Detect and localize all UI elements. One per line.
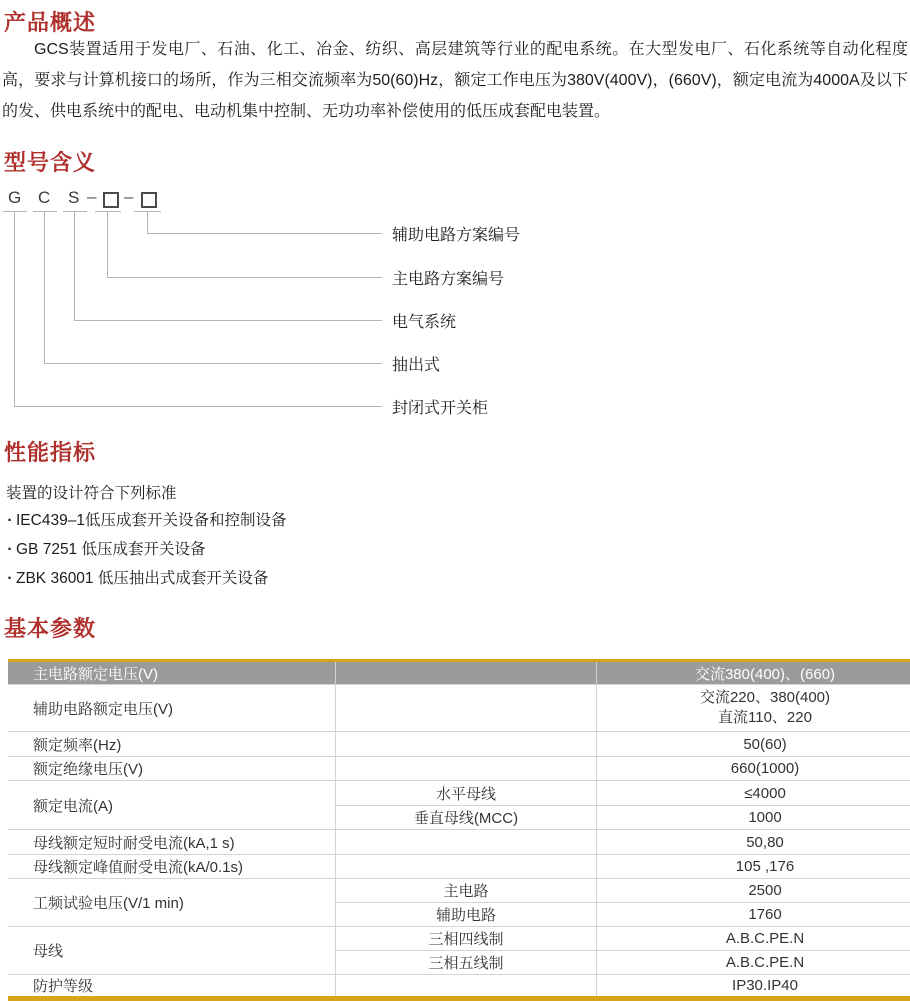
connector-line (44, 363, 382, 364)
param-sub (336, 757, 597, 781)
standard-text: ZBK 36001 低压抽出式成套开关设备 (16, 570, 268, 587)
param-sub: 垂直母线(MCC) (336, 806, 597, 830)
param-label: 工频试验电压(V/1 min) (8, 879, 336, 927)
model-label-aux-scheme: 辅助电路方案编号 (392, 222, 520, 245)
model-code-letter-c: C (38, 188, 50, 208)
underline-tick (63, 211, 87, 212)
table-row-aux-voltage (8, 685, 910, 732)
connector-line (74, 320, 382, 321)
overview-paragraph: GCS装置适用于发电厂、石油、化工、冶金、纺织、高层建筑等行业的配电系统。在大型发电厂、石化系统等自动化程度高，要求与计算机接口的场所，作为三相交流频率为50(60)Hz，额定工作电压为380V(400V)，(660V)，额定电流为4000A及以下的发、供电系统中的配电、电动机集中控制、无功功率补偿使用的低压成套配电装置。 (2, 34, 908, 127)
param-sub (336, 732, 597, 757)
model-designation-diagram (2, 185, 762, 433)
table-row-short-withstand (8, 830, 910, 855)
param-label: 额定电流(A) (8, 781, 336, 830)
param-value: A.B.C.PE.N (597, 951, 910, 975)
model-label-drawout: 抽出式 (392, 352, 440, 375)
underline-tick (95, 211, 121, 212)
connector-line (107, 277, 382, 278)
model-code-letter-g: G (8, 188, 21, 208)
model-blank-box-aux (141, 192, 157, 208)
model-code-dash: – (124, 187, 133, 207)
param-sub: 三相五线制 (336, 951, 597, 975)
bullet-marker: · (4, 506, 16, 535)
param-sub (336, 855, 597, 879)
standard-text: IEC439–1低压成套开关设备和控制设备 (16, 512, 286, 529)
param-label: 母线额定短时耐受电流(kA,1 s) (8, 830, 336, 855)
param-label: 主电路额定电压(V) (8, 661, 336, 685)
param-label: 防护等级 (8, 975, 336, 999)
table-row-insulation-voltage (8, 757, 910, 781)
model-blank-box-main (103, 192, 119, 208)
param-value: 1000 (597, 806, 910, 830)
parameters-heading: 基本参数 (4, 612, 96, 643)
standard-item (4, 535, 286, 564)
connector-line (14, 406, 382, 407)
param-label: 额定频率(Hz) (8, 732, 336, 757)
connector-line (14, 212, 15, 406)
standards-list (4, 506, 286, 593)
param-sub (336, 975, 597, 999)
table-row-power-freq-test (8, 879, 910, 903)
param-sub (336, 830, 597, 855)
standard-text: GB 7251 低压成套开关设备 (16, 541, 206, 558)
underline-tick (3, 211, 27, 212)
model-label-main-scheme: 主电路方案编号 (392, 266, 504, 289)
param-label: 母线额定峰值耐受电流(kA/0.1s) (8, 855, 336, 879)
model-code-letter-s: S (68, 188, 79, 208)
param-label: 额定绝缘电压(V) (8, 757, 336, 781)
param-sub: 主电路 (336, 879, 597, 903)
connector-line (44, 212, 45, 363)
table-row-main-voltage (8, 661, 910, 685)
overview-heading: 产品概述 (4, 6, 96, 37)
param-value: ≤4000 (597, 781, 910, 806)
param-value-line: 交流220、380(400) (597, 688, 910, 708)
connector-line (147, 233, 382, 234)
param-value: IP30.IP40 (597, 975, 910, 999)
connector-line (74, 212, 75, 320)
param-sub (336, 661, 597, 685)
performance-heading: 性能指标 (4, 436, 96, 467)
param-sub (336, 685, 597, 732)
connector-line (107, 212, 108, 277)
bullet-marker: · (4, 535, 16, 564)
param-sub: 水平母线 (336, 781, 597, 806)
param-sub: 辅助电路 (336, 903, 597, 927)
table-row-rated-current (8, 781, 910, 806)
model-label-electrical-system: 电气系统 (392, 309, 456, 332)
table-row-frequency (8, 732, 910, 757)
standards-intro: 装置的设计符合下列标准 (6, 481, 177, 503)
param-value: 交流380(400)、(660) (597, 661, 910, 685)
param-value: 660(1000) (597, 757, 910, 781)
parameters-table (8, 659, 910, 1001)
param-sub: 三相四线制 (336, 927, 597, 951)
param-value (597, 685, 910, 732)
standard-item (4, 564, 286, 593)
param-value: 1760 (597, 903, 910, 927)
model-label-enclosed-switchgear: 封闭式开关柜 (392, 395, 488, 418)
param-value: A.B.C.PE.N (597, 927, 910, 951)
table-row-protection (8, 975, 910, 999)
param-value-line: 直流110、220 (597, 708, 910, 728)
param-value: 105 ,176 (597, 855, 910, 879)
bullet-marker: · (4, 564, 16, 593)
param-value: 2500 (597, 879, 910, 903)
standard-item (4, 506, 286, 535)
table-row-busbar (8, 927, 910, 951)
table-row-peak-withstand (8, 855, 910, 879)
param-label: 辅助电路额定电压(V) (8, 685, 336, 732)
param-value: 50,80 (597, 830, 910, 855)
connector-line (147, 212, 148, 233)
model-code-dash: – (87, 187, 96, 207)
param-value: 50(60) (597, 732, 910, 757)
underline-tick (33, 211, 57, 212)
param-label: 母线 (8, 927, 336, 975)
model-heading: 型号含义 (4, 146, 96, 177)
